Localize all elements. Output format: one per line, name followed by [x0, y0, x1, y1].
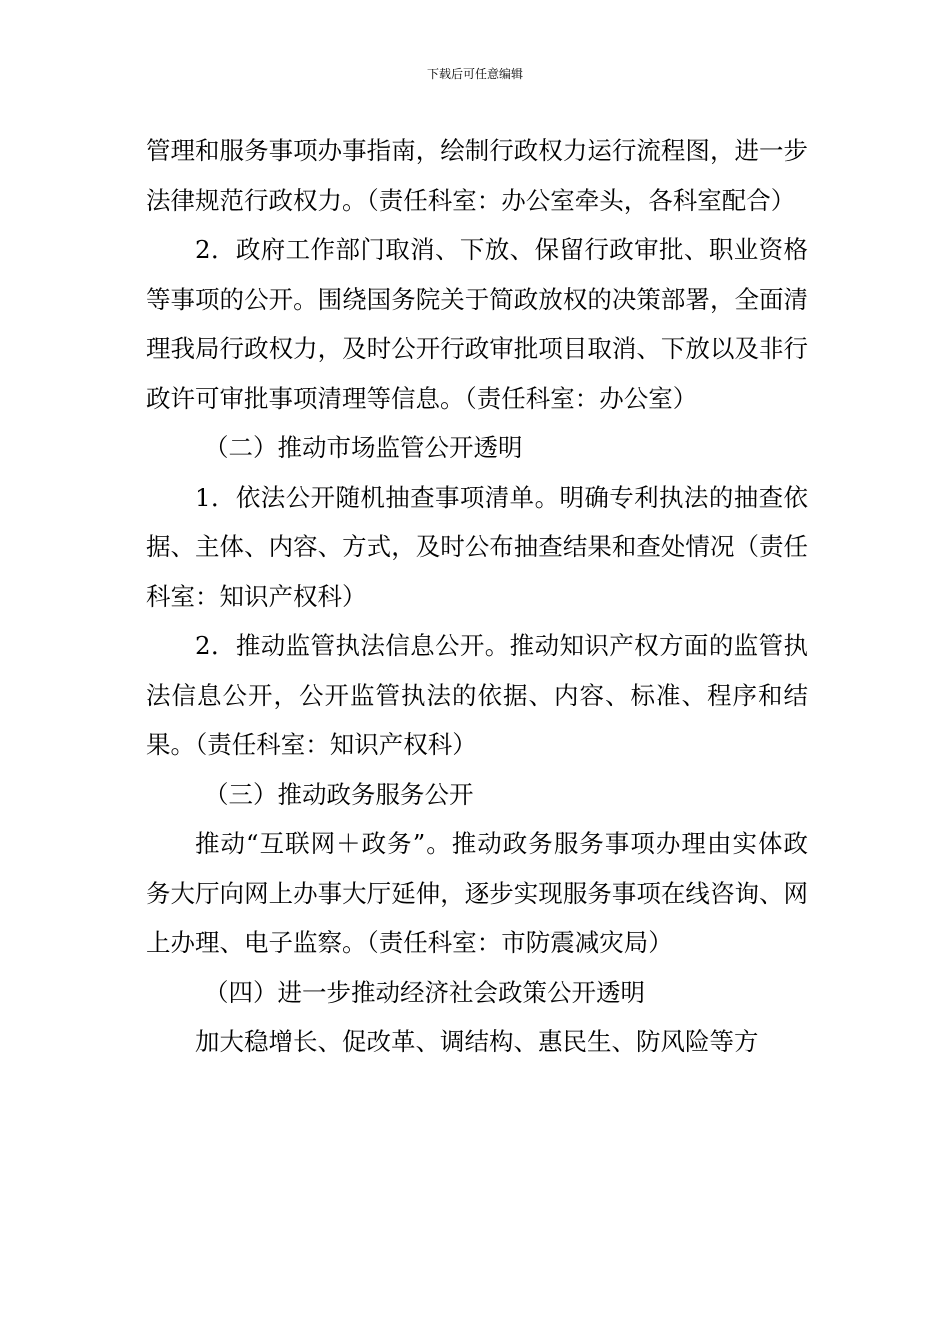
paragraph: 1．依法公开随机抽查事项清单。明确专利执法的抽查依据、主体、内容、方式，及时公布抽查结果和查处情况（责任科室：知识产权科）: [146, 482, 808, 611]
section-heading: （二）推动市场监管公开透明: [204, 433, 523, 462]
section-heading: （三）推动政务服务公开: [204, 779, 474, 809]
section-heading: （四）进一步推动经济社会政策公开透明: [204, 977, 645, 1007]
paragraph: 推动“互联网＋政务”。推动政务服务事项办理由实体政务大厅向网上办事大厅延伸，逐步实现服务事项在线咨询、网上办理、电子监察。（责任科室：市防震减灾局）: [146, 829, 808, 957]
paragraph: 2．推动监管执法信息公开。推动知识产权方面的监管执法信息公开，公开监管执法的依据、内容、标准、程序和结果。（责任科室：知识产权科）: [146, 631, 808, 759]
document-body: [146, 126, 808, 1067]
page-header: 下载后可任意编辑: [426, 67, 523, 81]
paragraph: 2．政府工作部门取消、下放、保留行政审批、职业资格等事项的公开。围绕国务院关于简政放权的决策部署，全面清理我局行政权力，及时公开行政审批项目取消、下放以及非行政许可审批事项清理等信息。（责任科室：办公室）: [146, 235, 808, 413]
paragraph: 加大稳增长、促改革、调结构、惠民生、防风险等方: [195, 1027, 759, 1056]
paragraph: 管理和服务事项办事指南，绘制行政权力运行流程图，进一步法律规范行政权力。（责任科室：办公室牵头，各科室配合）: [146, 136, 808, 215]
